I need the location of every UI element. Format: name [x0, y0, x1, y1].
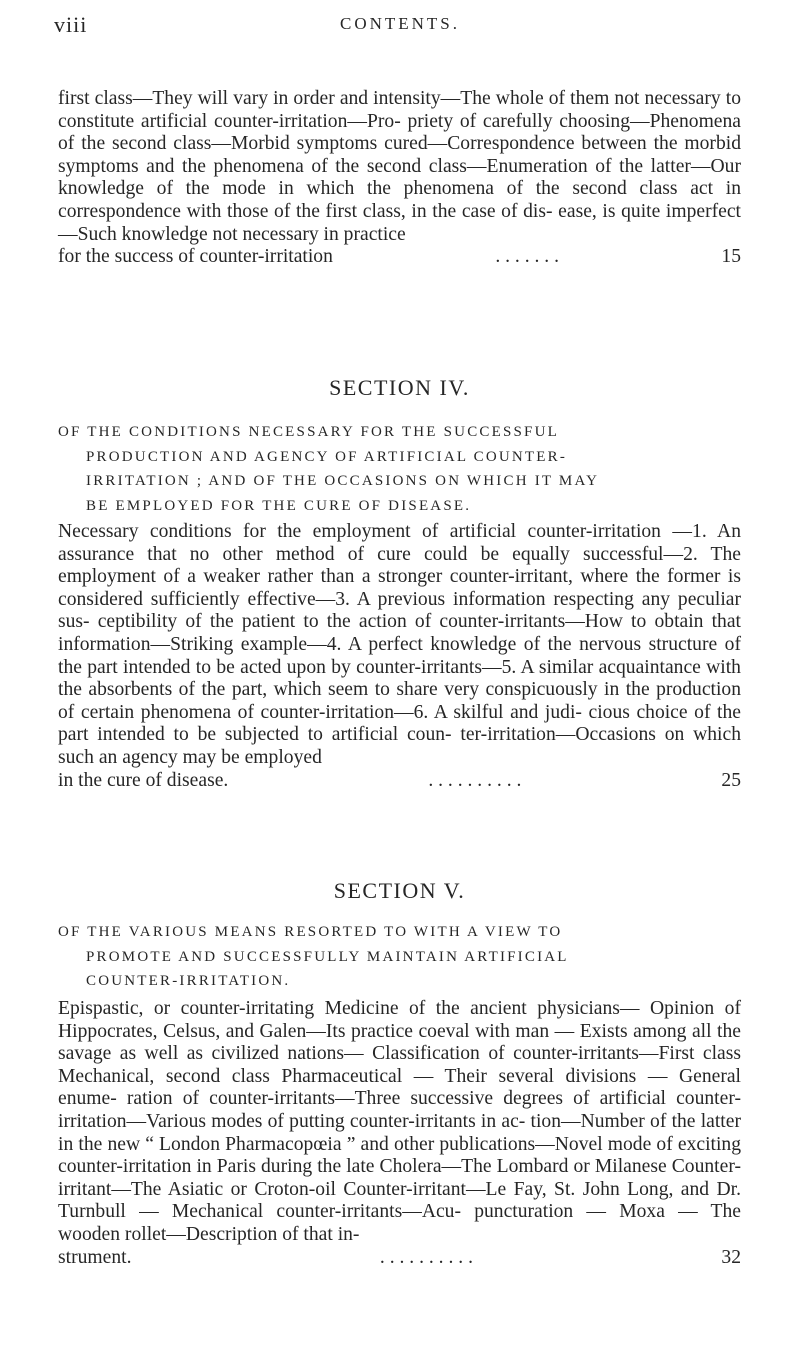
- subtitle-line: PRODUCTION AND AGENCY OF ARTIFICIAL COUNTER-: [86, 448, 568, 465]
- text-line: Opinion of Hippocrates, Celsus, and Galen—Its practice coeval with: [58, 998, 741, 1042]
- text-line: puncturation — Moxa — The wooden rollet—Description of that in-: [58, 1201, 741, 1245]
- text-line: the phenomena of the second class—Enumeration of the latter—Our: [182, 155, 741, 177]
- subtitle-line: BE EMPLOYED FOR THE CURE OF DISEASE.: [86, 497, 472, 514]
- contents-entry-line: [58, 770, 741, 793]
- intro-paragraph: [58, 88, 741, 269]
- section-iv-paragraph: [58, 521, 741, 792]
- running-head: [54, 12, 746, 40]
- text-line: cious choice of the part intended to be subjected to artificial coun-: [58, 701, 741, 746]
- text-line: for the success of counter-irritation: [58, 246, 333, 268]
- subtitle-line: OF THE VARIOUS MEANS RESORTED TO WITH A VIEW TO: [58, 924, 563, 940]
- text-line: Classification of counter-irritants—First class Mechanical, second: [58, 1043, 741, 1087]
- section-v-paragraph: [58, 998, 741, 1269]
- text-line: counter-irritation—Various modes of putting counter-irritants in ac-: [58, 1088, 741, 1132]
- text-line: obtain that information—Striking example—4. A perfect knowledge: [58, 611, 741, 655]
- text-line: the part, which seem to share very conspicuously in the production: [201, 679, 742, 701]
- running-head-title: CONTENTS.: [339, 14, 461, 33]
- text-line: class Pharmaceutical — Their several divisions — General enume-: [58, 1065, 741, 1110]
- text-line: first class—They will vary in order and intensity—The whole of: [58, 88, 566, 109]
- text-line: tion—Number of the latter in the new “ London Pharmacopœia ” and: [58, 1110, 741, 1155]
- text-line: effective—3. A previous information respecting any peculiar sus-: [58, 588, 741, 633]
- text-line: act in correspondence with those of the first class, in the case of dis-: [58, 178, 742, 222]
- section-iv-subtitle: [58, 420, 741, 518]
- contents-entry-line: [58, 246, 741, 269]
- page-number: viii: [54, 12, 88, 37]
- text-line: ease, is quite imperfect—Such knowledge not necessary in practice: [58, 200, 741, 245]
- text-line: other publications—Novel mode of exciting counter-irritation in: [58, 1133, 742, 1178]
- section-iv-heading: SECTION IV.: [329, 375, 470, 400]
- dot-leader: . . . . . . . . . .: [379, 1246, 473, 1268]
- text-line: symptoms cured—Correspondence between the morbid symptoms and: [58, 133, 741, 177]
- text-line: —1. An assurance that no other method of cure could be equally: [58, 521, 742, 565]
- section-v-subtitle: [58, 920, 741, 994]
- text-line: of certain phenomena of counter-irritation—6. A skilful and judi-: [58, 701, 582, 723]
- text-line: knowledge of the mode in which the phenomena of the second class: [58, 178, 678, 200]
- page-ref: 32: [721, 1246, 741, 1268]
- dot-leader: . . . . . . . . . .: [428, 769, 522, 791]
- text-line: John Long, and Dr. Turnbull — Mechanical counter-irritants—Acu-: [58, 1178, 741, 1223]
- page-ref: 25: [721, 769, 741, 791]
- text-line: ceptibility of the patient to the action of counter-irritants—How to: [97, 611, 647, 633]
- text-line: counter-irritants—5. A similar acquaintance with the absorbents of: [58, 656, 741, 701]
- text-line: of the nervous structure of the part intended to be acted upon by: [58, 633, 741, 678]
- subtitle-line: PROMOTE AND SUCCESSFULLY MAINTAIN ARTIFICIAL: [86, 948, 569, 965]
- text-line: man — Exists among all the savage as well as civilized nations—: [58, 1020, 741, 1065]
- text-line: ration of counter-irritants—Three successive degrees of artificial: [126, 1088, 666, 1110]
- text-line: successful—2. The employment of a weaker rather than a stronger: [58, 543, 741, 588]
- text-line: Necessary conditions for the employment of artificial counter-irritation: [58, 521, 661, 542]
- dot-leader: . . . . . . .: [495, 246, 559, 268]
- subtitle-line: IRRITATION ; AND OF THE OCCASIONS ON WHICH IT MAY: [86, 473, 600, 490]
- subtitle-line: OF THE CONDITIONS NECESSARY FOR THE SUCCESSFUL: [58, 424, 559, 440]
- section-v-heading: SECTION V.: [333, 878, 466, 903]
- text-line: counter-irritant, where the former is considered sufficiently: [58, 566, 741, 610]
- text-line: Paris during the late Cholera—The Lombard or Milanese Counter-: [216, 1156, 741, 1178]
- text-line: priety of carefully choosing—Phenomena of the second class—Morbid: [58, 110, 741, 155]
- subtitle-line: COUNTER-IRRITATION.: [86, 973, 291, 990]
- page-ref: 15: [721, 246, 741, 268]
- text-line: ter-irritation—Occasions on which such an agency may be employed: [58, 724, 741, 768]
- text-line: in the cure of disease.: [58, 769, 229, 791]
- text-line: them not necessary to constitute artificial counter-irritation—Pro-: [58, 88, 741, 132]
- contents-entry-line: [58, 1247, 741, 1270]
- text-line: strument.: [58, 1246, 132, 1268]
- text-line: irritant—The Asiatic or Croton-oil Counter-irritant—Le Fay, St.: [58, 1178, 576, 1200]
- text-line: Epispastic, or counter-irritating Medicine of the ancient physicians—: [58, 998, 640, 1019]
